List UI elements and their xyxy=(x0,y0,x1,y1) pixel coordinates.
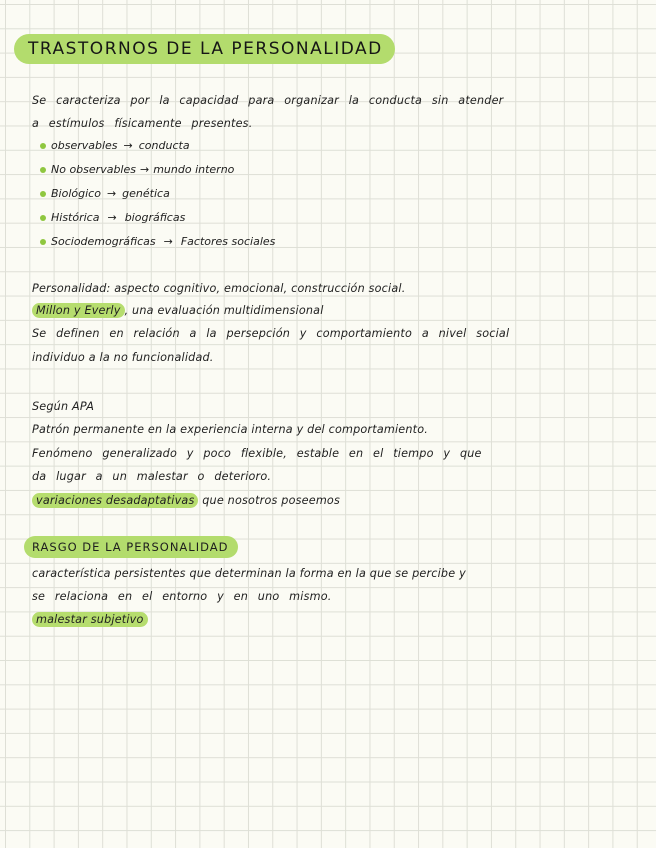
arrow-icon: → xyxy=(163,235,173,248)
arrow-icon: → xyxy=(107,211,117,224)
intro-line-2: a estímulos físicamente presentes. xyxy=(32,117,253,130)
bullet-dot-icon xyxy=(40,191,46,197)
list-item-left: Sociodemográficas xyxy=(51,235,156,248)
rasgo-line-1: característica persistentes que determinan la forma en la que se percibe y xyxy=(32,567,466,580)
apa-line-2: Fenómeno generalizado y poco flexible, estable en el tiempo y que xyxy=(32,447,482,460)
list-item-right: biográficas xyxy=(124,211,186,224)
bullet-list xyxy=(40,134,275,254)
bullet-dot-icon xyxy=(40,143,46,149)
list-item xyxy=(40,134,275,158)
apa-rest: que nosotros poseemos xyxy=(198,494,341,507)
list-item-left: Biológico xyxy=(51,187,101,200)
list-item-left: No observables xyxy=(51,163,136,176)
arrow-icon: → xyxy=(123,139,133,152)
list-item xyxy=(40,230,275,254)
apa-line-3: da lugar a un malestar o deterioro. xyxy=(32,470,272,483)
apa-line-4 xyxy=(32,490,340,512)
intro-line-1: Se caracteriza por la capacidad para organizar la conducta sin atender xyxy=(32,94,504,107)
page-title xyxy=(14,34,395,64)
arrow-icon: → xyxy=(106,187,117,200)
list-item-right: Factores sociales xyxy=(180,235,276,248)
bullet-dot-icon xyxy=(40,239,46,245)
list-item-left: observables xyxy=(51,139,118,152)
section-heading-rasgo xyxy=(24,536,238,558)
arrow-icon: → xyxy=(139,163,150,176)
list-item-right: genética xyxy=(122,187,170,200)
list-item xyxy=(40,206,275,230)
highlight-variaciones: variaciones desadaptativas xyxy=(32,493,198,508)
personalidad-line-1: Personalidad: aspecto cognitivo, emocional, construcción social. xyxy=(32,282,406,295)
personalidad-line-3: Se definen en relación a la persepción y comportamiento a nivel social xyxy=(32,327,510,340)
rasgo-line-3 xyxy=(32,609,148,631)
personalidad-line-2 xyxy=(32,300,324,322)
personalidad-line-4: individuo a la no funcionalidad. xyxy=(32,351,214,364)
bullet-dot-icon xyxy=(40,215,46,221)
list-item-right: mundo interno xyxy=(153,163,235,176)
page-title-text: TRASTORNOS DE LA PERSONALIDAD xyxy=(28,39,383,59)
list-item-left: Histórica xyxy=(51,211,100,224)
list-item xyxy=(40,158,275,182)
list-item xyxy=(40,182,275,206)
highlight-millon: Millon y Everly xyxy=(32,303,125,318)
section-heading-text: RASGO DE LA PERSONALIDAD xyxy=(32,540,229,554)
apa-line-1: Patrón permanente en la experiencia interna y del comportamiento. xyxy=(32,423,429,436)
millon-rest: , una evaluación multidimensional xyxy=(124,304,324,317)
rasgo-line-2: se relaciona en el entorno y en uno mismo. xyxy=(32,590,332,603)
apa-heading: Según APA xyxy=(32,400,95,413)
highlight-malestar: malestar subjetivo xyxy=(32,612,148,627)
bullet-dot-icon xyxy=(40,167,46,173)
list-item-right: conducta xyxy=(138,139,190,152)
